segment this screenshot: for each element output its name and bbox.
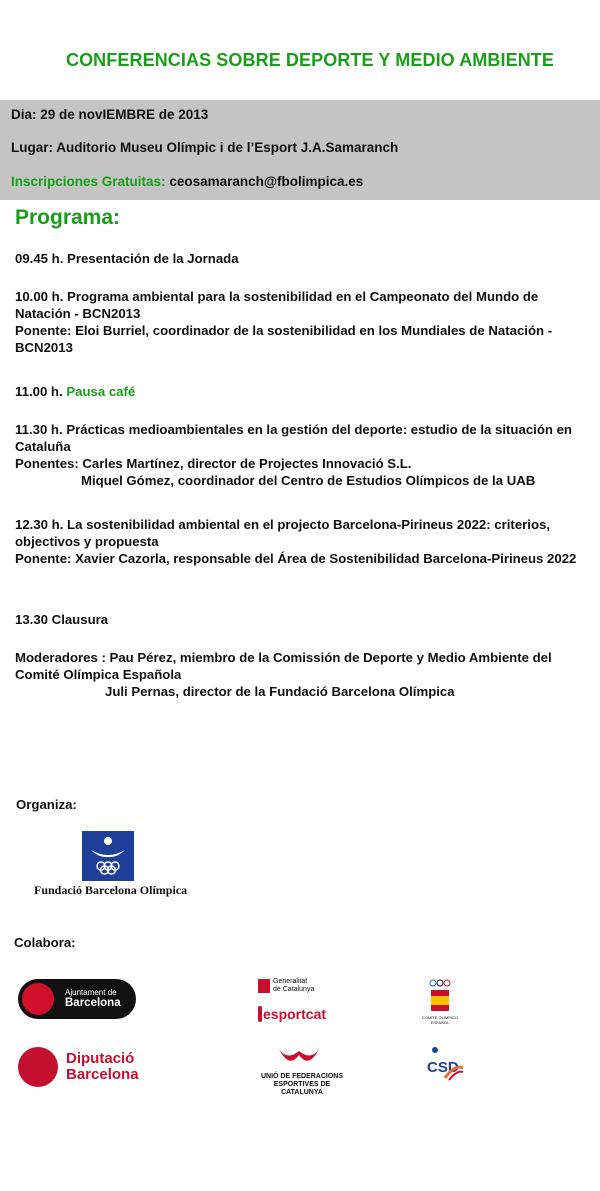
program-item-practices	[15, 421, 587, 489]
program-item-text: 10.00 h. Programa ambiental para la sostenibilidad en el Campeonato del Mundo de Natación - BCN2013	[15, 289, 539, 321]
program-item-time: 11.00 h.	[15, 384, 63, 399]
program-item-speaker: Ponente: Xavier Cazorla, responsable del Área de Sostenibilidad Barcelona-Pirineus 2022	[15, 551, 577, 566]
csd-logo	[425, 1046, 485, 1086]
coffee-break-label: Pausa café	[66, 384, 136, 399]
page-title: CONFERENCIAS SOBRE DEPORTE Y MEDIO AMBIENTE	[65, 50, 555, 70]
program-item-text: 12.30 h. La sostenibilidad ambiental en el projecto Barcelona-Pirineus 2022: criterios, objectivos y propuesta	[15, 517, 551, 549]
ufec-emblem-icon	[277, 1047, 321, 1069]
event-info-band	[0, 100, 600, 200]
program-item-coffee	[15, 383, 587, 400]
program-item-speaker: Miquel Gómez, coordinador del Centro de Estudios Olímpicos de la UAB	[81, 473, 536, 488]
program-item-closing	[15, 611, 587, 628]
fbo-logo	[82, 831, 134, 881]
coe-logo-text: COMITÉ OLÍMPICO ESPAÑOL	[421, 1015, 459, 1025]
organiza-label: Organiza:	[16, 797, 77, 812]
event-registration	[11, 174, 363, 189]
moderators-text: Moderadores : Pau Pérez, miembro de la Comissión de Deporte y Medio Ambiente del Comité Olímpica Española	[15, 650, 552, 682]
program-item-bcn2013	[15, 288, 587, 356]
program-item-speaker: Ponentes: Carles Martínez, director de Projectes Innovació S.L.	[15, 456, 412, 471]
diputacio-emblem-icon	[18, 1047, 58, 1087]
diputacio-line1: Diputació	[66, 1050, 135, 1067]
generalitat-emblem-icon	[258, 979, 270, 993]
registration-label: Inscripciones Gratuitas:	[11, 174, 166, 189]
diputacio-line2: Barcelona	[66, 1066, 139, 1083]
program-item-text: 09.45 h. Presentación de la Jornada	[15, 251, 239, 266]
colabora-label: Colabora:	[14, 935, 76, 950]
moderators-text: Juli Pernas, director de la Fundació Barcelona Olímpica	[105, 684, 455, 699]
program-moderators	[15, 649, 587, 700]
program-item-pirineus	[15, 516, 587, 567]
csd-text: CSD	[427, 1059, 459, 1076]
ufec-logo	[256, 1073, 348, 1097]
fbo-name: Fundació Barcelona Olímpica	[34, 883, 188, 897]
esportcat-text: esportcat	[263, 1006, 327, 1022]
program-item-speaker: Ponente: Eloi Burriel, coordinador de la sostenibilidad en los Mundiales de Natación - BCN2013	[15, 323, 553, 355]
program-item-text: 11.30 h. Prácticas medioambientales en la gestión del deporte: estudio de la situación en Cataluña	[15, 422, 572, 454]
program-heading: Programa:	[15, 206, 121, 229]
esportcat-logo	[258, 1006, 326, 1022]
generalitat-line1: Generalitat	[273, 978, 308, 985]
ajuntament-barcelona-logo	[18, 979, 136, 1019]
barcelona-emblem-icon	[22, 983, 54, 1015]
diputacio-barcelona-logo	[66, 1051, 139, 1083]
ufec-line1: UNIÓ DE FEDERACIONS	[260, 1073, 344, 1080]
ajuntament-big-text: Barcelona	[65, 997, 121, 1009]
event-place: Lugar: Auditorio Museu Olímpic i de l’Esport J.A.Samaranch	[11, 140, 399, 155]
ufec-line2: ESPORTIVES DE CATALUNYA	[273, 1081, 331, 1096]
registration-email[interactable]: ceosamaranch@fbolimpica.es	[169, 174, 364, 189]
generalitat-line2: de Catalunya	[273, 986, 315, 993]
program-item-presentation	[15, 250, 587, 267]
ajuntament-small-text: Ajuntament de	[65, 988, 117, 997]
event-date: Dia: 29 de novIEMBRE de 2013	[11, 107, 209, 122]
coe-emblem-icon	[427, 979, 453, 1013]
program-item-text: 13.30 Clausura	[15, 612, 109, 627]
generalitat-logo	[273, 978, 314, 994]
